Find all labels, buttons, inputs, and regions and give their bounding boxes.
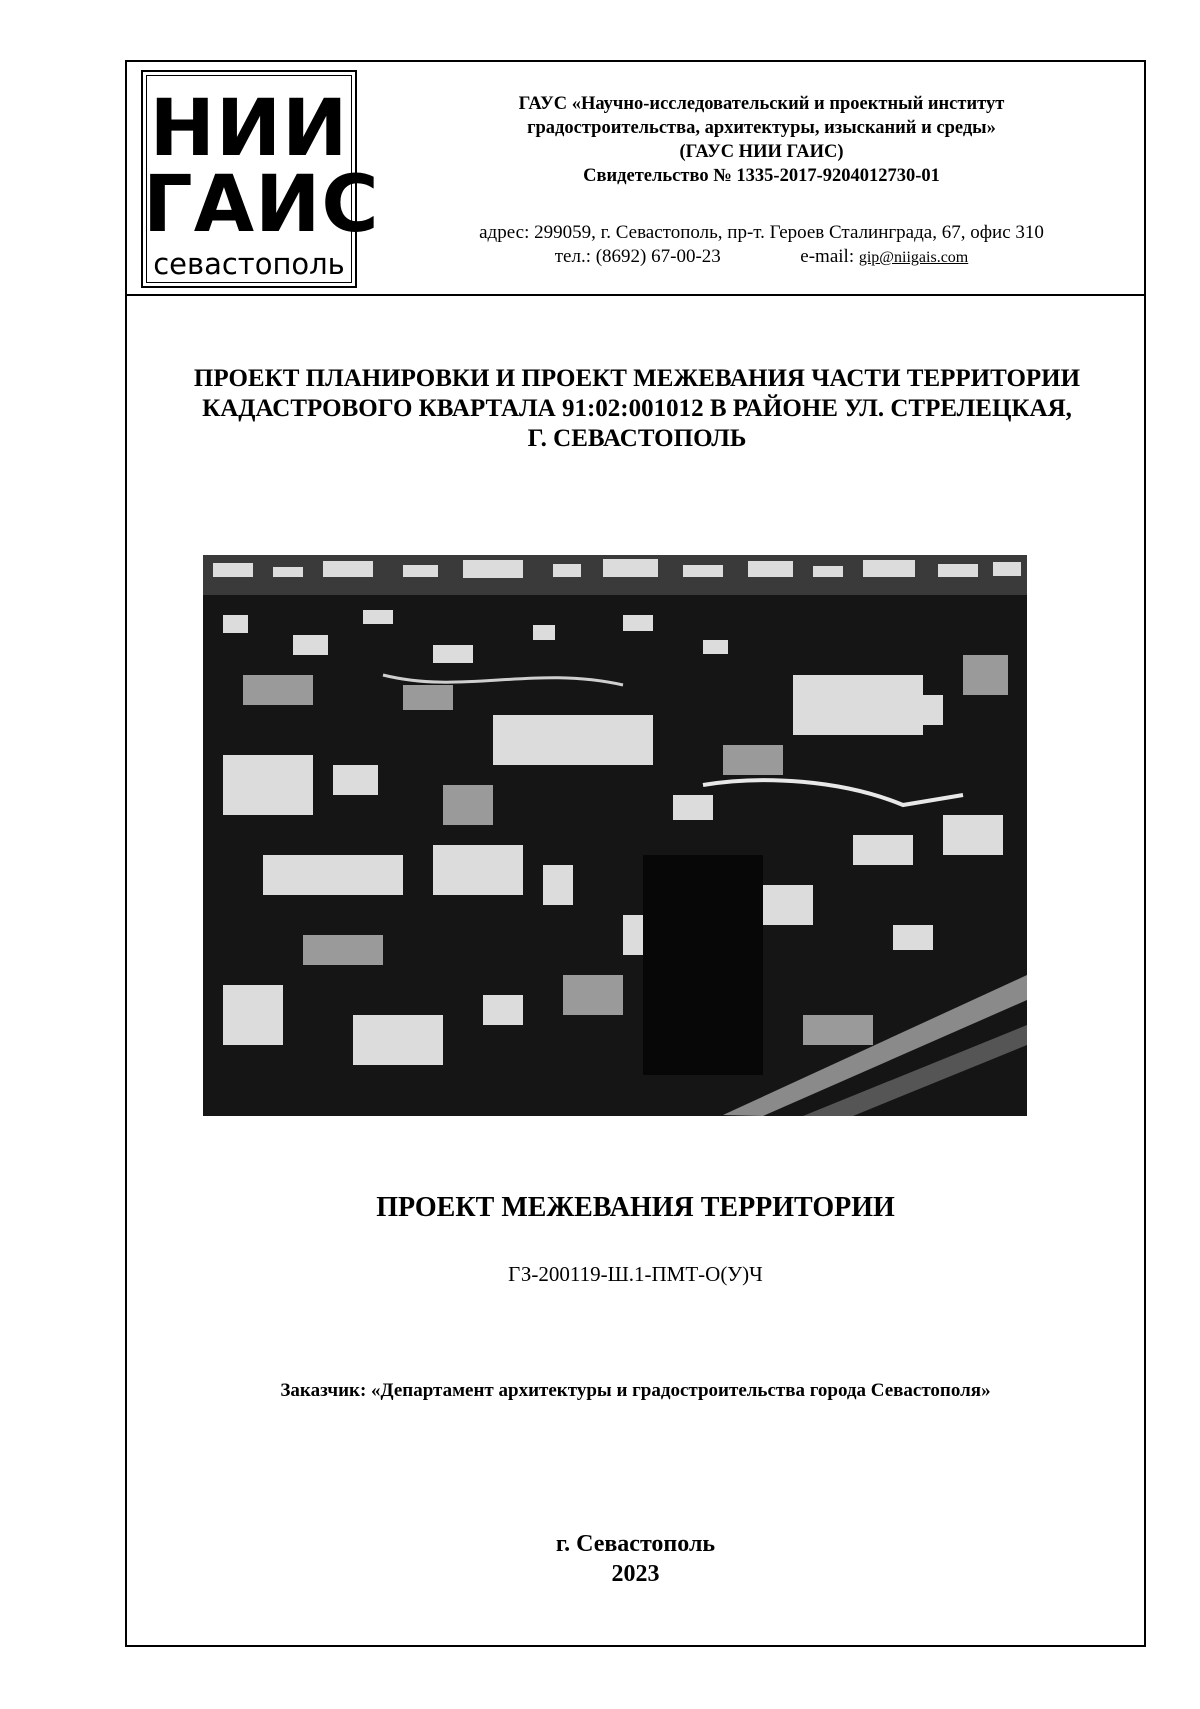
logo-line-2: ГАИС [143, 160, 380, 250]
document-frame [125, 60, 1146, 1647]
document-title [137, 364, 1137, 454]
title-line-2: КАДАСТРОВОГО КВАРТАЛА 91:02:001012 В РАЙОНЕ УЛ. СТРЕЛЕЦКАЯ, [202, 395, 1072, 422]
header [127, 62, 1144, 296]
company-logo [141, 70, 380, 288]
org-line-1: ГАУС «Научно-исследовательский и проектный институт [518, 94, 1005, 114]
address: адрес: 299059, г. Севастополь, пр-т. Героев Сталинграда, 67, офис 310 [479, 222, 1044, 243]
organization-info [389, 92, 1134, 188]
aerial-city-photo [203, 555, 1027, 1116]
org-line-2: градостроительства, архитектуры, изысканий и среды» [527, 118, 996, 138]
logo-city: севастополь [153, 247, 345, 281]
customer: Заказчик: «Департамент архитектуры и градостроительства города Севастополя» [280, 1380, 991, 1401]
title-line-1: ПРОЕКТ ПЛАНИРОВКИ И ПРОЕКТ МЕЖЕВАНИЯ ЧАСТИ ТЕРРИТОРИИ [193, 365, 1081, 392]
certificate: Свидетельство № 1335-2017-9204012730-01 [583, 166, 940, 186]
org-line-3: (ГАУС НИИ ГАИС) [679, 142, 844, 162]
contact-row [389, 245, 1134, 270]
city-year [127, 1529, 1144, 1589]
email-link[interactable]: gip@niigais.com [858, 249, 969, 266]
contact-info [389, 221, 1134, 270]
document-subtitle: ПРОЕКТ МЕЖЕВАНИЯ ТЕРРИТОРИИ [376, 1192, 895, 1223]
email-label: e-mail: [800, 246, 855, 267]
logo-line-1: НИИ [149, 84, 349, 174]
title-line-3: Г. СЕВАСТОПОЛЬ [527, 425, 747, 452]
city: г. Севастополь [555, 1531, 716, 1557]
document-code: ГЗ-200119-Ш.1-ПМТ-О(У)Ч [508, 1262, 763, 1286]
year: 2023 [611, 1561, 660, 1587]
phone: тел.: (8692) 67-00-23 [554, 246, 721, 267]
